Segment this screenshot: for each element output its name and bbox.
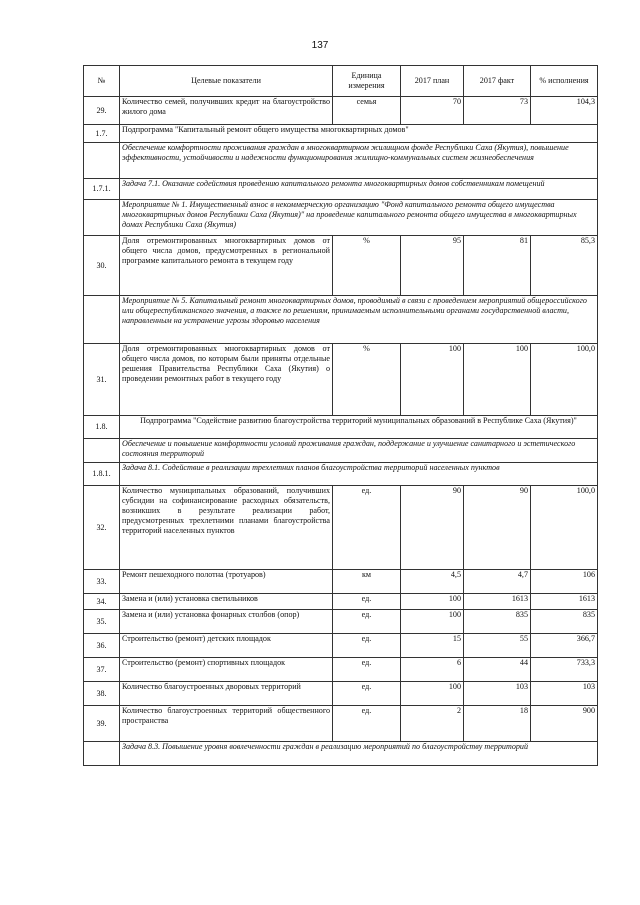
row-plan: 90 [401, 486, 464, 570]
row-fact: 100 [464, 344, 531, 416]
row-unit: % [333, 236, 401, 296]
row-unit: ед. [333, 610, 401, 634]
row-unit: ед. [333, 706, 401, 742]
row-fact: 73 [464, 97, 531, 125]
row-pct: 100,0 [531, 486, 598, 570]
measure-row [84, 200, 598, 236]
table-row [84, 97, 598, 125]
row-unit: ед. [333, 486, 401, 570]
row-unit: ед. [333, 594, 401, 610]
measure-row [84, 296, 598, 344]
goal-text: Обеспечение и повышение комфортности условий проживания граждан, поддержание и улучшение санитарного и эстетического состояния территорий [120, 439, 598, 463]
row-plan: 100 [401, 610, 464, 634]
row-pct: 106 [531, 570, 598, 594]
row-num: 31. [84, 344, 120, 416]
row-fact: 103 [464, 682, 531, 706]
row-unit: семья [333, 97, 401, 125]
row-plan: 100 [401, 344, 464, 416]
table-row [84, 706, 598, 742]
header-pct: % исполнения [531, 66, 598, 97]
subprogram-row [84, 125, 598, 143]
row-plan: 15 [401, 634, 464, 658]
row-fact: 90 [464, 486, 531, 570]
row-num: 39. [84, 706, 120, 742]
task-row [84, 179, 598, 200]
row-pct: 85,3 [531, 236, 598, 296]
row-pct: 104,3 [531, 97, 598, 125]
row-pct: 900 [531, 706, 598, 742]
measure-text: Мероприятие № 1. Имущественный взнос в некоммерческую организацию "Фонд капитального ремонта общего имущества многоквартирных домов Республики Саха (Якутия)" на проведение капитального ремонта общего имущества в многоквартирных домах Республики Саха (Якутия) [120, 200, 598, 236]
table-header [84, 66, 598, 97]
table-row [84, 610, 598, 634]
row-plan: 70 [401, 97, 464, 125]
subprogram-title: Подпрограмма "Капитальный ремонт общего имущества многоквартирных домов" [120, 125, 598, 143]
row-plan: 6 [401, 658, 464, 682]
row-num: 37. [84, 658, 120, 682]
row-indicator: Строительство (ремонт) спортивных площадок [120, 658, 333, 682]
row-plan: 2 [401, 706, 464, 742]
row-fact: 4,7 [464, 570, 531, 594]
header-unit: Единица измерения [333, 66, 401, 97]
page-number: 137 [311, 40, 329, 51]
row-pct: 835 [531, 610, 598, 634]
task-text: Задача 8.3. Повышение уровня вовлеченности граждан в реализацию мероприятий по благоустройству территорий [120, 742, 598, 766]
row-num: 1.7. [84, 125, 120, 143]
row-pct: 366,7 [531, 634, 598, 658]
row-pct: 100,0 [531, 344, 598, 416]
row-indicator: Количество семей, получивших кредит на благоустройство жилого дома [120, 97, 333, 125]
table-row [84, 344, 598, 416]
table-row [84, 236, 598, 296]
task-text: Задача 8.1. Содействие в реализации трехлетних планов благоустройства территорий населенных пунктов [120, 463, 598, 486]
row-plan: 95 [401, 236, 464, 296]
table-row [84, 570, 598, 594]
row-pct: 733,3 [531, 658, 598, 682]
goal-row [84, 439, 598, 463]
indicators-table [83, 65, 598, 766]
header-fact: 2017 факт [464, 66, 531, 97]
row-fact: 1613 [464, 594, 531, 610]
table-row [84, 594, 598, 610]
row-fact: 44 [464, 658, 531, 682]
table-row [84, 486, 598, 570]
row-fact: 81 [464, 236, 531, 296]
table-row [84, 634, 598, 658]
goal-text: Обеспечение комфортности проживания граждан в многоквартирном жилищном фонде Республики Саха (Якутия), повышение эффективности, устойчивости и надежности функционирования жилищно-коммунальных систем жизнеобеспечения [120, 143, 598, 179]
row-num: 38. [84, 682, 120, 706]
task-row [84, 742, 598, 766]
row-num: 35. [84, 610, 120, 634]
row-fact: 18 [464, 706, 531, 742]
row-unit: ед. [333, 634, 401, 658]
row-unit: ед. [333, 682, 401, 706]
row-num: 33. [84, 570, 120, 594]
subprogram-title: Подпрограмма "Содействие развитию благоустройства территорий муниципальных образований в Республике Саха (Якутия)" [120, 416, 598, 439]
row-plan: 4,5 [401, 570, 464, 594]
row-indicator: Замена и (или) установка светильников [120, 594, 333, 610]
row-fact: 55 [464, 634, 531, 658]
row-num: 36. [84, 634, 120, 658]
row-num: 1.8. [84, 416, 120, 439]
row-indicator: Ремонт пешеходного полотна (тротуаров) [120, 570, 333, 594]
row-num: 1.8.1. [84, 463, 120, 486]
row-indicator: Количество благоустроенных территорий общественного пространства [120, 706, 333, 742]
subprogram-row [84, 416, 598, 439]
header-indicator: Целевые показатели [120, 66, 333, 97]
table-row [84, 682, 598, 706]
row-num: 30. [84, 236, 120, 296]
row-indicator: Количество благоустроенных дворовых территорий [120, 682, 333, 706]
row-num: 34. [84, 594, 120, 610]
row-indicator: Количество муниципальных образований, получивших субсидии на софинансирование расходных обязательств, возникших в результате реализации работ, предусмотренных трехлетними планами благоустройства территорий населенных пунктов [120, 486, 333, 570]
task-text: Задача 7.1. Оказание содействия проведению капитального ремонта многоквартирных домов собственникам помещений [120, 179, 598, 200]
table-row [84, 658, 598, 682]
row-plan: 100 [401, 682, 464, 706]
goal-row [84, 143, 598, 179]
measure-text: Мероприятие № 5. Капитальный ремонт многоквартирных домов, проводимый в связи с проведением мероприятий общероссийского или общереспубликанского значения, а также по решениям, принимаемым исполнительными органами государственной власти, направленным на устранение угрозы здоровью населения [120, 296, 598, 344]
task-row [84, 463, 598, 486]
row-pct: 1613 [531, 594, 598, 610]
row-plan: 100 [401, 594, 464, 610]
row-fact: 835 [464, 610, 531, 634]
row-pct: 103 [531, 682, 598, 706]
row-indicator: Строительство (ремонт) детских площадок [120, 634, 333, 658]
row-indicator: Доля отремонтированных многоквартирных домов от общего числа домов, по которым были приняты отдельные решения Правительства Республики Саха (Якутия) о проведении ремонтных работ в текущего году [120, 344, 333, 416]
row-unit: % [333, 344, 401, 416]
header-num: № [84, 66, 120, 97]
header-plan: 2017 план [401, 66, 464, 97]
row-indicator: Замена и (или) установка фонарных столбов (опор) [120, 610, 333, 634]
row-unit: ед. [333, 658, 401, 682]
row-indicator: Доля отремонтированных многоквартирных домов от общего числа домов, предусмотренных в региональной программе капитального ремонта в текущем году [120, 236, 333, 296]
row-num: 1.7.1. [84, 179, 120, 200]
row-num: 32. [84, 486, 120, 570]
row-num: 29. [84, 97, 120, 125]
row-unit: км [333, 570, 401, 594]
